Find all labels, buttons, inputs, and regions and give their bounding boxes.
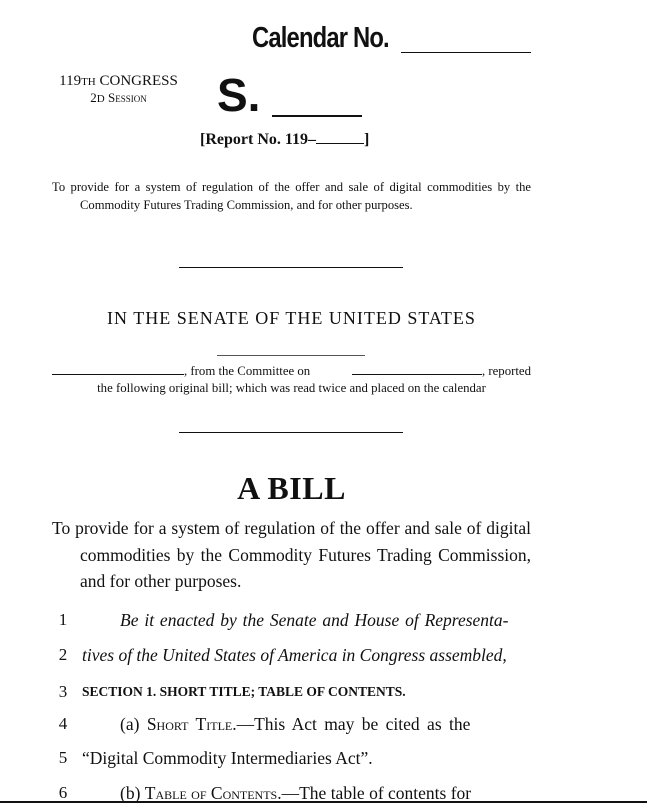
purpose-summary: To provide for a system of regulation of the offer and sale of digital commodities by the Commodity Futures Trading Commission, and for other purposes. [52,180,531,212]
bill-line [52,714,531,740]
subsection-table-of-contents: (b) Table of Contents.—The table of contents for [120,783,472,803]
enacting-clause: Be it enacted by the Senate and House of Representa- [120,610,509,630]
bill-heading: A BILL [237,470,346,506]
line-number: 2 [58,645,68,664]
line-number: 1 [58,610,68,629]
divider-short [217,355,365,356]
bill-line [52,610,531,636]
session-label: 2D Session [90,90,147,105]
divider [179,432,403,433]
report-number: [Report No. 119– ] [200,131,370,148]
bill-long-title: To provide for a system of regulation of the offer and sale of digital commodities by the Commodity Futures Trading Commission, and for other purposes. [52,518,531,591]
line-number: 3 [58,682,68,701]
bill-number-prefix: S. [217,69,261,121]
line-number: 5 [58,748,68,767]
chamber-heading: IN THE SENATE OF THE UNITED STATES [107,308,476,328]
calendar-number-label: Calendar No. [252,22,389,54]
congress-label: 119th CONGRESS [59,73,178,89]
bill-line [52,645,531,671]
page-bottom-rule [0,801,647,803]
bill-line [52,748,531,774]
calendar-number-blank [401,52,531,53]
line-number: 6 [58,783,68,802]
bill-line [52,783,531,809]
bill-number-blank [272,115,362,117]
subsection-short-title: (a) Short Title.—This Act may be cited as the [120,714,471,734]
divider [179,267,403,268]
line-number: 4 [58,714,68,733]
committee-statement: , from the Committee on , reported the following original bill; which was read twice and placed on the calendar [52,363,531,397]
enacting-clause: tives of the United States of America in Congress assembled, [82,645,507,665]
bill-line [52,682,531,708]
section-heading: SECTION 1. SHORT TITLE; TABLE OF CONTENTS. [82,684,406,699]
act-name: “Digital Commodity Intermediaries Act”. [82,748,373,768]
